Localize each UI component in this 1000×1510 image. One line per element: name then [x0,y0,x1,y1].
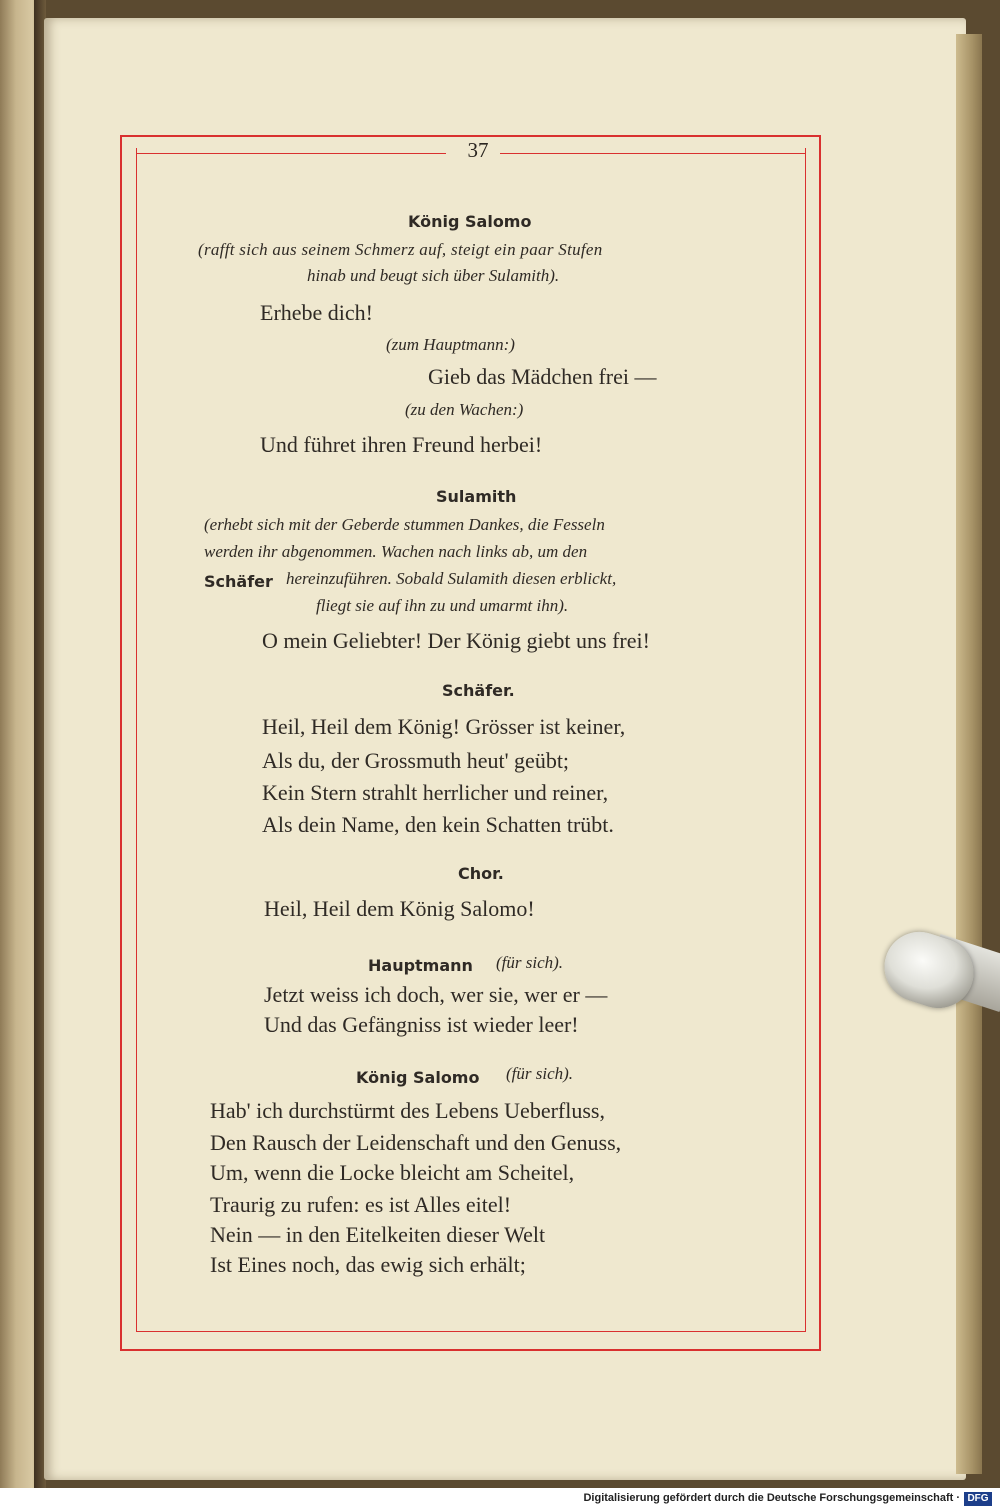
stage-direction: (für sich). [506,1064,574,1083]
page-number: 37 [467,138,489,162]
verse-line: Kein Stern strahlt herrlicher und reiner, [262,780,609,805]
stage-direction: (zu den Wachen:) [405,400,524,419]
verse-line: Nein — in den Eitelkeiten dieser Welt [210,1222,546,1247]
verse-line: Ist Eines noch, das ewig sich erhält; [210,1252,526,1277]
speaker-schaefer: Schäfer. [442,681,515,700]
stage-direction: hinab und beugt sich über Sulamith). [307,266,560,285]
speaker-sulamith: Sulamith [436,487,517,506]
verse-line: Erhebe dich! [260,300,373,325]
header-rule-right [500,153,805,154]
stage-direction: (zum Hauptmann:) [386,335,515,354]
verse-line: Den Rausch der Leidenschaft und den Genuss, [210,1130,622,1155]
stage-direction: (für sich). [496,953,564,972]
verse-line: Hab' ich durchstürmt des Lebens Ueberfluss, [210,1098,605,1123]
speaker-hauptmann: Hauptmann [368,956,473,975]
verse-line: Und das Gefängniss ist wieder leer! [264,1012,579,1037]
speaker-koenig-salomo: König Salomo [356,1068,480,1087]
verse-line: Als dein Name, den kein Schatten trübt. [262,812,614,837]
verse-line: Als du, der Grossmuth heut' geübt; [262,748,570,773]
footer-credit: Digitalisierung gefördert durch die Deutsche Forschungsgemeinschaft · [583,1492,960,1504]
dfg-logo: DFG [964,1492,992,1506]
stage-direction: hereinzuführen. Sobald Sulamith diesen erblickt, [286,569,617,588]
verse-line: Gieb das Mädchen frei — [428,364,657,389]
stage-direction: werden ihr abgenommen. Wachen nach links ab, um den [204,542,588,561]
verse-line: Jetzt weiss ich doch, wer sie, wer er — [264,982,608,1007]
stage-direction: fliegt sie auf ihn zu und umarmt ihn). [316,596,569,615]
speaker-chor: Chor. [458,864,504,883]
verse-line: Traurig zu rufen: es ist Alles eitel! [210,1192,512,1217]
character-name-schaefer: Schäfer [204,572,273,591]
verse-line: O mein Geliebter! Der König giebt uns frei! [262,628,650,653]
verse-line: Heil, Heil dem König Salomo! [264,896,535,921]
verse-line: Heil, Heil dem König! Grösser ist keiner, [262,714,626,739]
verse-line: Um, wenn die Locke bleicht am Scheitel, [210,1160,575,1185]
verse-line: Und führet ihren Freund herbei! [260,432,543,457]
page-stack-edge [956,34,982,1474]
stage-direction: (rafft sich aus seinem Schmerz auf, steigt ein paar Stufen [198,240,603,259]
stage-direction: (erhebt sich mit der Geberde stummen Dankes, die Fesseln [204,515,605,534]
header-rule-left [136,153,446,154]
speaker-koenig-salomo: König Salomo [408,212,532,231]
